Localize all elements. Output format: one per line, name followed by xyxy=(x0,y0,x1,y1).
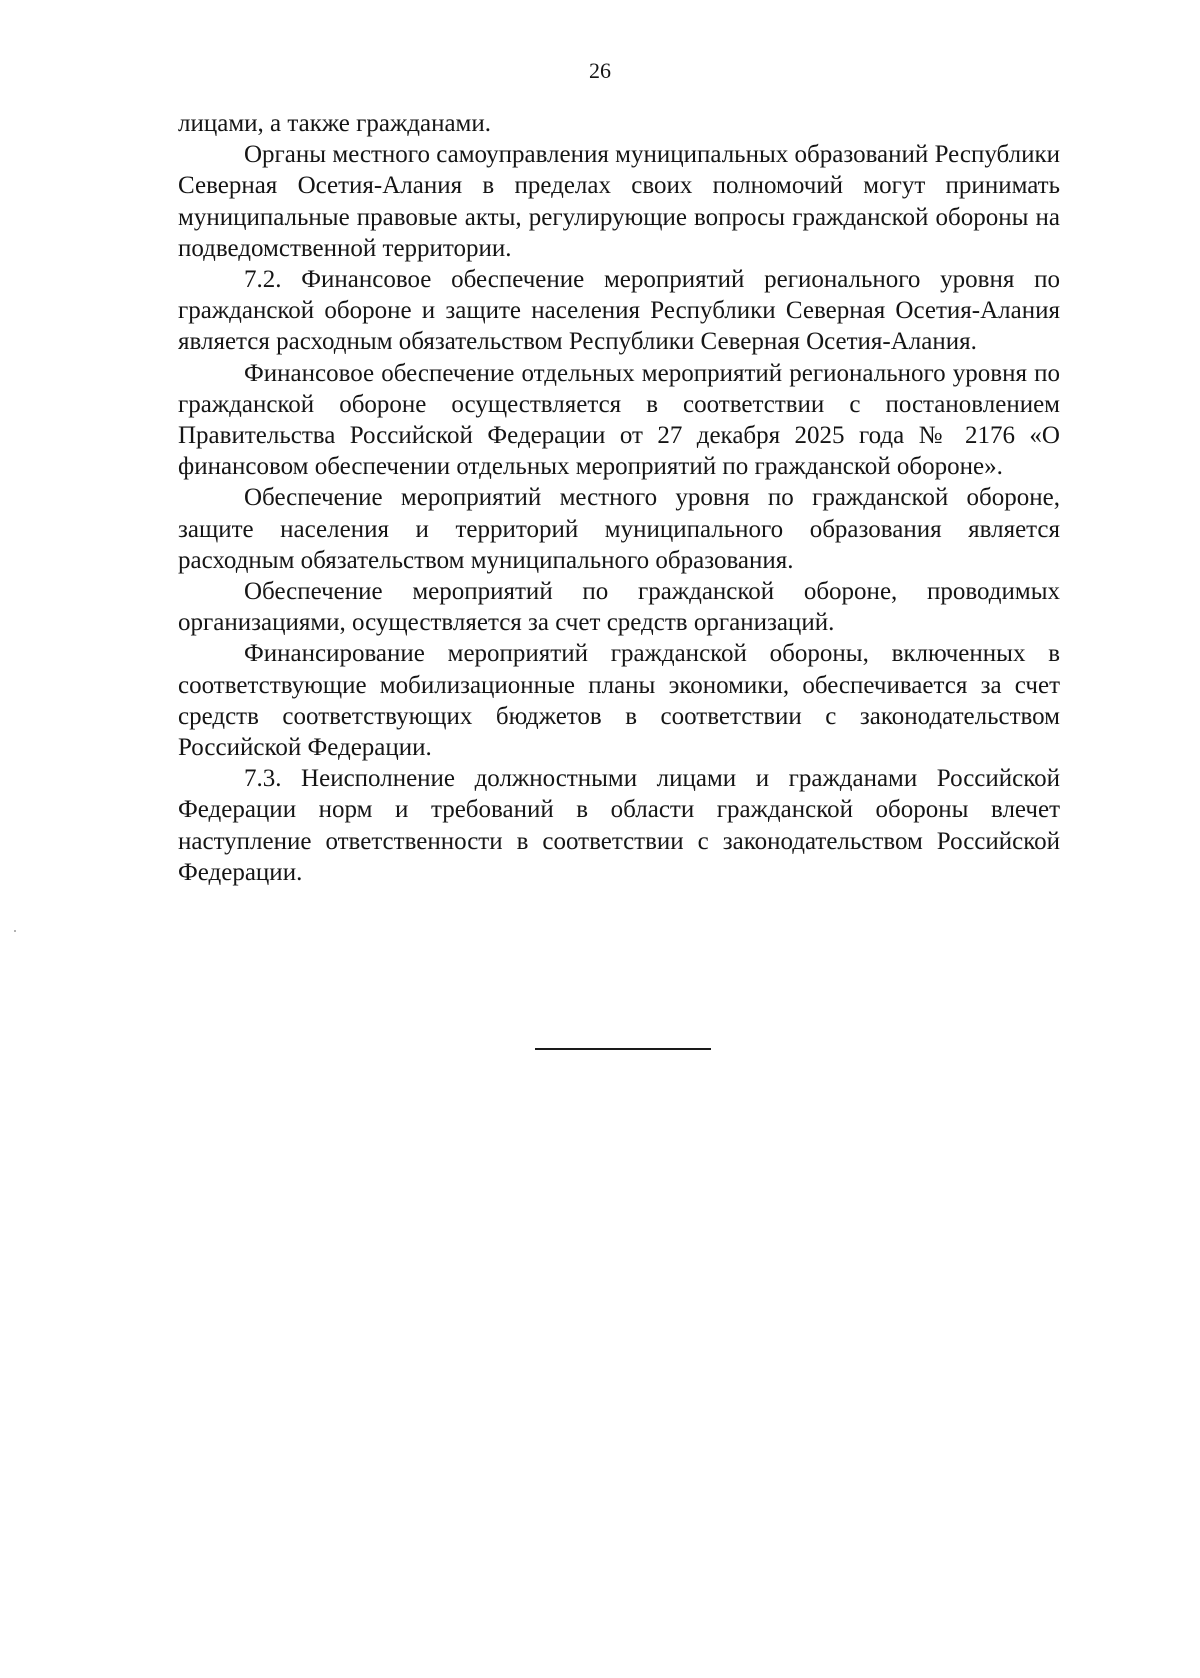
paragraph-financing-regional: Финансовое обеспечение отдельных мероприятий регионального уровня по гражданской обороне осуществляется в соответствии с постановлением Правительства Российской Федерации от 27 декабря 2025 года № 2176 «О финансовом обеспечении отдельных мероприятий по гражданской обороне». xyxy=(178,359,1060,481)
document-body xyxy=(178,108,1060,888)
scan-dot xyxy=(14,930,16,932)
paragraph-7-2: 7.2. Финансовое обеспечение мероприятий регионального уровня по гражданской обороне и защите населения Республики Северная Осетия-Алания является расходным обязательством Республики Северная Осетия-Алания. xyxy=(178,266,1060,356)
paragraph-financing-organizations: Обеспечение мероприятий по гражданской обороне, проводимых организациями, осуществляется за счет средств организаций. xyxy=(178,578,1060,637)
page-number: 26 xyxy=(589,58,611,83)
paragraph-continuation: лицами, а также гражданами. xyxy=(178,110,492,137)
end-of-document-rule xyxy=(535,1048,711,1050)
paragraph-financing-local: Обеспечение мероприятий местного уровня по гражданской обороне, защите населения и территорий муниципального образования является расходным обязательством муниципального образования. xyxy=(178,484,1060,574)
paragraph-7-3: 7.3. Неисполнение должностными лицами и гражданами Российской Федерации норм и требований в области гражданской обороны влечет наступление ответственности в соответствии с законодательством Российской Федерации. xyxy=(178,765,1060,886)
paragraph-mobilization-plans: Финансирование мероприятий гражданской обороны, включенных в соответствующие мобилизационные планы экономики, обеспечивается за счет средств соответствующих бюджетов в соответствии с законодательством Российской Федерации. xyxy=(178,640,1060,762)
paragraph-local-self-government: Органы местного самоуправления муниципальных образований Республики Северная Осетия-Алания в пределах своих полномочий могут принимать муниципальные правовые акты, регулирующие вопросы гражданской обороны на подведомственной территории. xyxy=(178,141,1060,262)
